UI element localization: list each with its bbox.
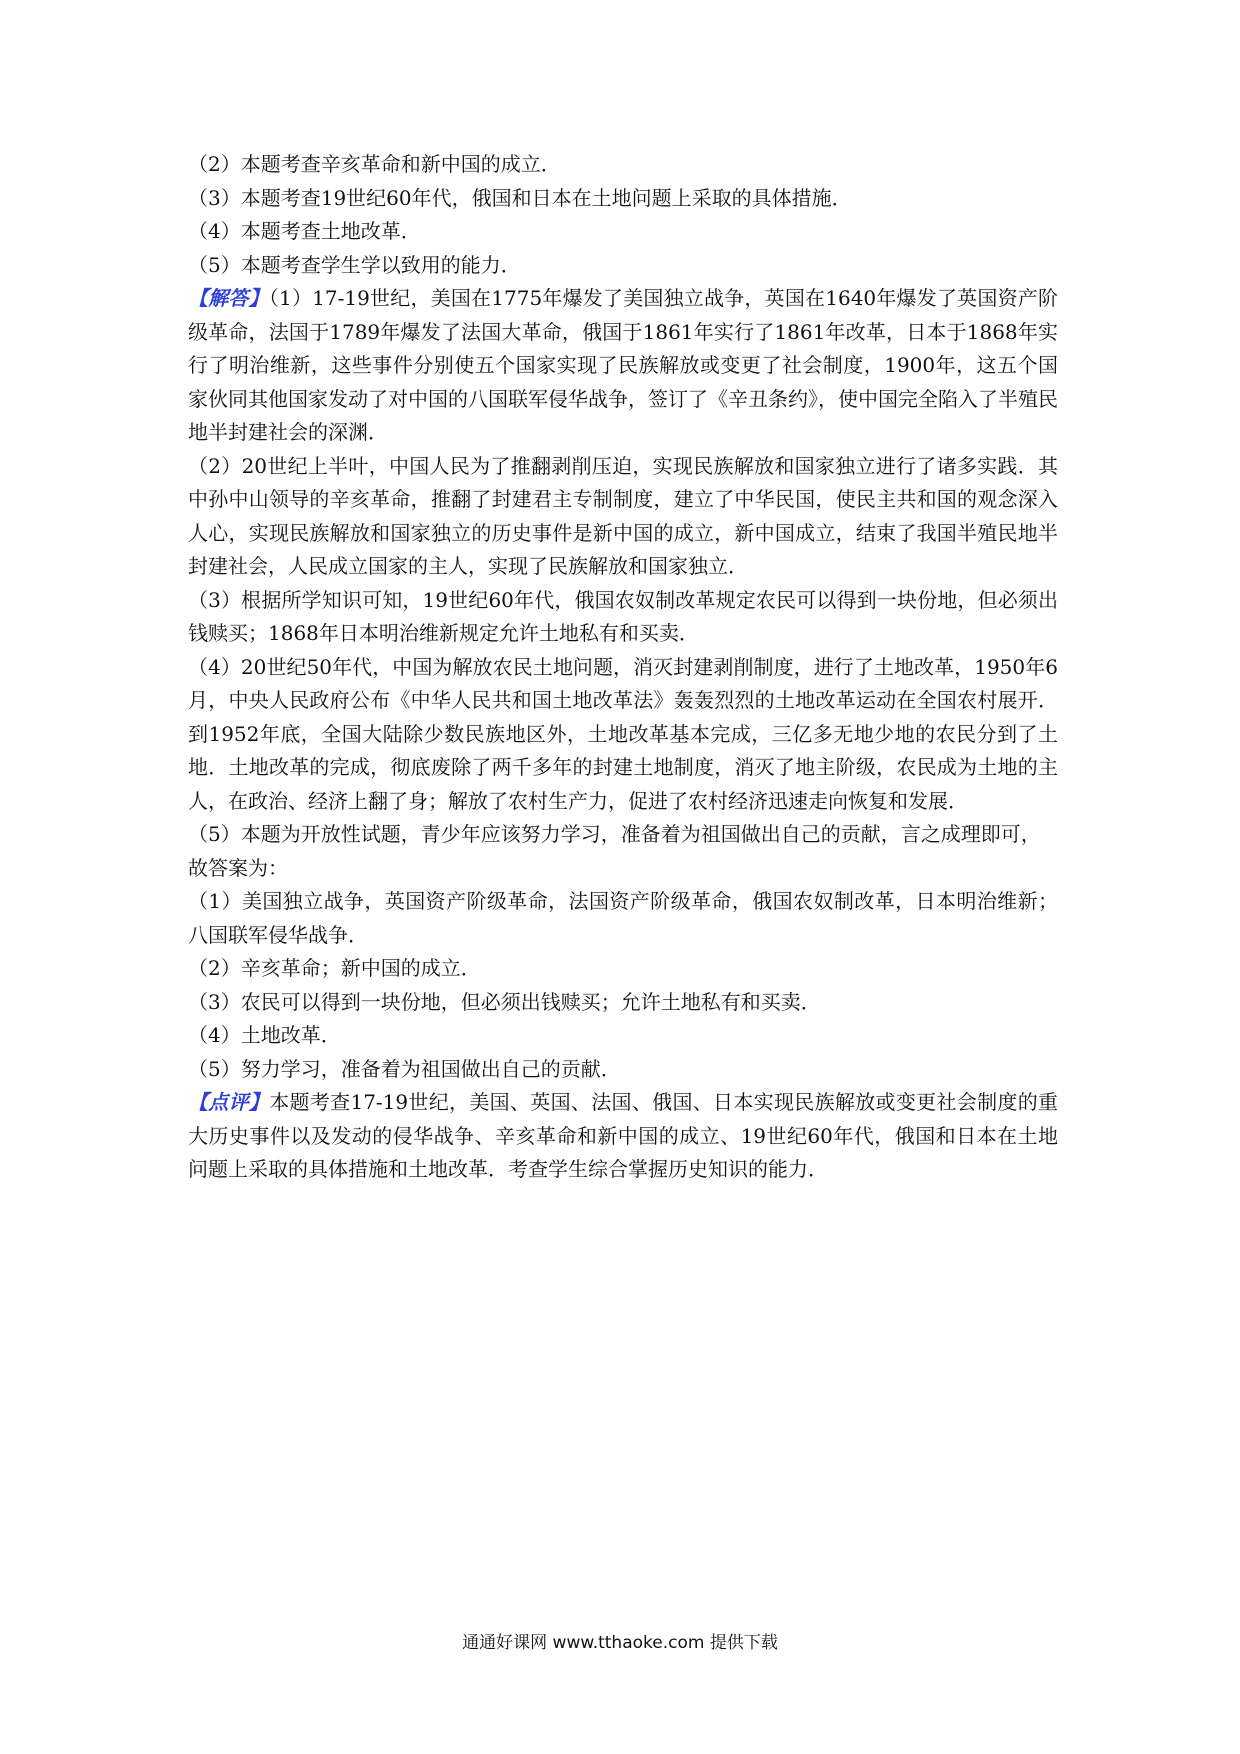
answer-paragraph-4: （4）20世纪50年代，中国为解放农民土地问题，消灭封建剥削制度，进行了土地改革，1950年6月，中央人民政府公布《中华人民共和国土地改革法》轰轰烈烈的土地改革运动在全国农村展开．到1952年底，全国大陆除少数民族地区外，土地改革基本完成，三亿多无地少地的农民分到了土地．土地改革的完成，彻底废除了两千多年的封建土地制度，消灭了地主阶级，农民成为土地的主人，在政治、经济上翻了身；解放了农村生产力，促进了农村经济迅速走向恢复和发展． — [188, 654, 1058, 813]
answer-conclusion: 故答案为： — [188, 855, 288, 880]
analysis-line-3: （3）本题考查19世纪60年代，俄国和日本在土地问题上采取的具体措施． — [188, 185, 852, 210]
analysis-line-5: （5）本题考查学生学以致用的能力． — [188, 252, 521, 277]
final-answer-2: （2）辛亥革命；新中国的成立． — [188, 956, 481, 980]
analysis-line-2: （2）本题考查辛亥革命和新中国的成立． — [188, 152, 561, 176]
answer-tag: 【解答】 — [188, 286, 269, 310]
answer-paragraph-5: （5）本题为开放性试题，青少年应该努力学习，准备着为祖国做出自己的贡献，言之成理即可， — [188, 822, 1041, 846]
comment-tag: 【点评】 — [188, 1090, 270, 1114]
comment-text: 本题考查17-19世纪，美国、英国、法国、俄国、日本实现民族解放或变更社会制度的重大历史事件以及发动的侵华战争、辛亥革命和新中国的成立、19世纪60年代，俄国和日本在土地问题上采取的具体措施和土地改革．考查学生综合掌握历史知识的能力． — [188, 1090, 1058, 1181]
document-content — [188, 148, 1058, 1187]
analysis-line-4: （4）本题考查土地改革． — [188, 219, 421, 243]
final-answer-5: （5）努力学习，准备着为祖国做出自己的贡献． — [188, 1056, 621, 1081]
final-answer-3: （3）农民可以得到一块份地，但必须出钱赎买；允许土地私有和买卖． — [188, 989, 821, 1014]
answer-text-1: （1）17-19世纪，美国在1775年爆发了美国独立战争，英国在1640年爆发了英国资产阶级革命，法国于1789年爆发了法国大革命，俄国于1861年实行了1861年改革，日本于1868年实行了明治维新，这些事件分别使五个国家实现了民族解放或变更了社会制度，1900年，这五个国家伙同其他国家发动了对中国的八国联军侵华战争，签订了《辛丑条约》，使中国完全陷入了半殖民地半封建社会的深渊． — [188, 286, 1058, 444]
page-footer: 通通好课网 www.tthaoke.com 提供下载 — [462, 1633, 778, 1653]
final-answer-4: （4）土地改革． — [188, 1023, 341, 1047]
final-answer-1: （1）美国独立战争，英国资产阶级革命，法国资产阶级革命，俄国农奴制改革，日本明治维新；八国联军侵华战争． — [188, 889, 1058, 947]
answer-paragraph-3: （3）根据所学知识可知，19世纪60年代，俄国农奴制改革规定农民可以得到一块份地，但必须出钱赎买；1868年日本明治维新规定允许土地私有和买卖． — [188, 587, 1058, 645]
answer-paragraph-2: （2）20世纪上半叶，中国人民为了推翻剥削压迫，实现民族解放和国家独立进行了诸多实践．其中孙中山领导的辛亥革命，推翻了封建君主专制制度，建立了中华民国，使民主共和国的观念深入人心，实现民族解放和国家独立的历史事件是新中国的成立，新中国成立，结束了我国半殖民地半封建社会，人民成立国家的主人，实现了民族解放和国家独立． — [188, 453, 1058, 578]
answer-paragraph-1 — [188, 282, 1058, 450]
comment-paragraph — [188, 1086, 1058, 1187]
